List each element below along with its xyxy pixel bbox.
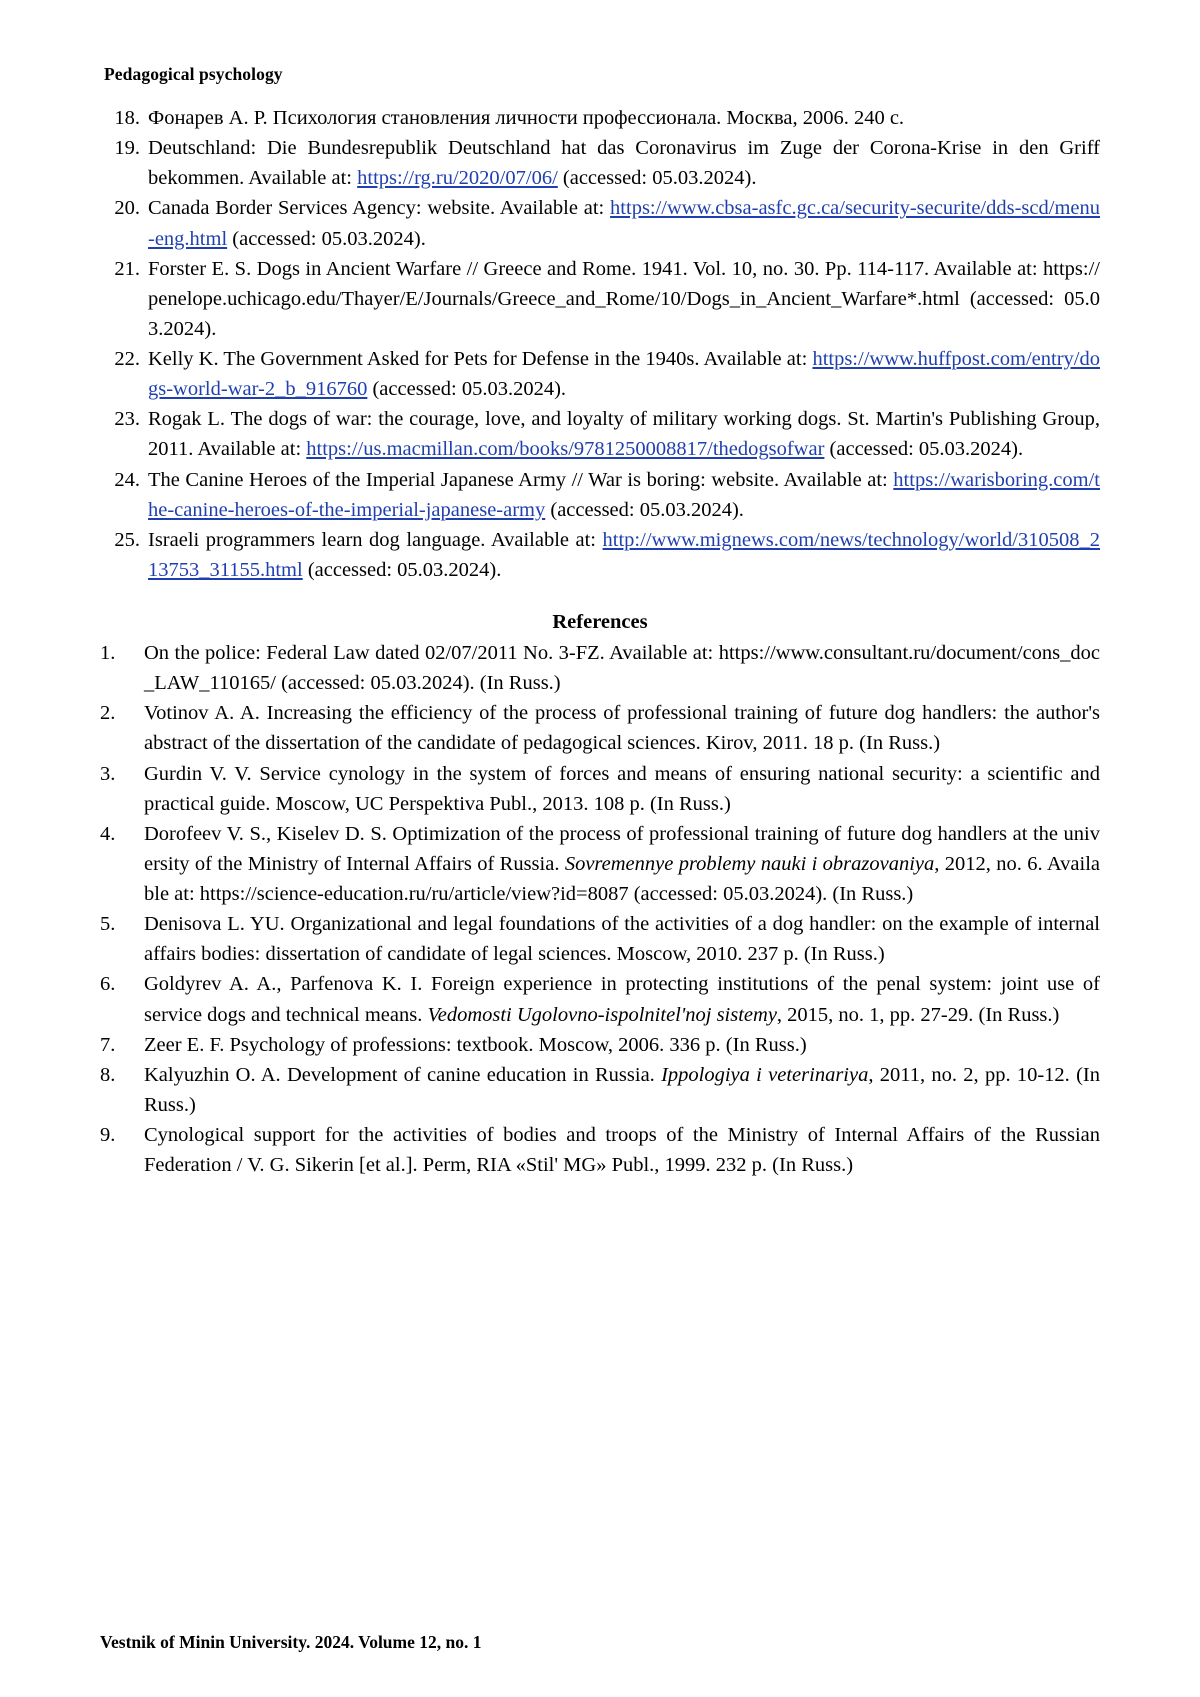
text-after-link: (accessed: 05.03.2024).	[545, 498, 744, 521]
list-item	[100, 969, 1100, 1029]
list-item-text	[144, 969, 1100, 1029]
reference-link[interactable]: http://www.mignews.com/news/technology/world/310508_213753_31155.html	[148, 528, 1100, 581]
text-before-italic: Goldyrev A. A., Parfenova K. I. Foreign experience in protecting institutions of the penal system: joint use of service dogs and technical means.	[144, 973, 1100, 1026]
section-title-references: References	[552, 611, 648, 633]
text-after-link: (accessed: 05.03.2024).	[227, 227, 426, 250]
journal-title-italic: Sovremennye problemy nauki i obrazovaniya	[564, 852, 935, 875]
list-item-number: 25.	[114, 528, 140, 551]
list-item-number: 2.	[100, 702, 116, 725]
list-item-number: 9.	[100, 1124, 116, 1146]
list-item	[100, 525, 1100, 585]
list-item	[100, 1030, 1100, 1060]
list-item-number: 8.	[100, 1063, 116, 1086]
list-item-number: 5.	[100, 913, 116, 936]
list-item	[100, 344, 1100, 404]
text-after-link: (accessed: 05.03.2024).	[557, 167, 757, 190]
list-item	[100, 133, 1100, 193]
list-item-number: 1.	[100, 642, 116, 664]
list-item-text	[148, 404, 1100, 464]
list-item-number: 18.	[114, 107, 140, 129]
reference-link[interactable]: https://rg.ru/2020/07/06/	[357, 167, 558, 190]
text-before-link: The Canine Heroes of the Imperial Japanese Army // War is boring: website. Available at:	[148, 468, 894, 491]
list-item	[100, 465, 1100, 525]
list-item	[100, 638, 1100, 698]
text-after-italic: , 2015, no. 1, pp. 27-29. (In Russ.)	[776, 1003, 1060, 1026]
bibliography-list-russian	[100, 103, 1100, 585]
running-head: Pedagogical psychology	[104, 64, 283, 84]
list-item	[100, 698, 1100, 758]
list-item-number: 24.	[114, 468, 140, 491]
text-before-link: Deutschland: Die Bundesrepublik Deutschland hat das Coronavirus im Zuge der Corona-Krise in den Griff bekommen. Available at:	[148, 137, 1100, 190]
list-item-text: Votinov A. A. Increasing the efficiency of the process of professional training of future dog handlers: the author's abstract of the dissertation of the candidate of pedagogical sciences. Kirov, 2011. 18 p. (In Russ.)	[144, 702, 1100, 755]
journal-title-italic: Vedomosti Ugolovno-ispolnitel'noj sistemy	[427, 1003, 777, 1026]
list-item-text: Фонарев А. Р. Психология становления личности профессионала. Москва, 2006. 240 с.	[148, 107, 905, 129]
list-item	[100, 1060, 1100, 1120]
text-after-italic: , 2011, no. 2, pp. 10-12. (In Russ.)	[144, 1063, 1100, 1116]
text-before-link: Kelly K. The Government Asked for Pets for Defense in the 1940s. Available at:	[148, 348, 813, 370]
list-item-number: 22.	[114, 348, 140, 370]
list-item-number: 19.	[114, 137, 140, 160]
page-footer: Vestnik of Minin University. 2024. Volume 12, no. 1	[100, 1632, 482, 1652]
list-item	[100, 404, 1100, 464]
references-list-english	[100, 638, 1100, 1180]
list-item-text: Forster E. S. Dogs in Ancient Warfare // Greece and Rome. 1941. Vol. 10, no. 30. Pp. 114-117. Available at: https://penelope.uchicago.edu/Thayer/E/Journals/Greece_and_Rome/10/Dogs_in_Ancient_Warfare*.html (accessed: 05.03.2024).	[148, 257, 1100, 340]
list-item-text: Cynological support for the activities of bodies and troops of the Ministry of Internal Affairs of the Russian Federation / V. G. Sikerin [et al.]. Perm, RIA «Stil' MG» Publ., 1999. 232 p. (In Russ.)	[144, 1124, 1100, 1177]
list-item-text	[148, 193, 1100, 253]
list-item-number: 3.	[100, 762, 116, 785]
list-item	[100, 103, 1100, 133]
list-item-number: 20.	[114, 197, 140, 220]
list-item-text	[144, 819, 1100, 909]
list-item-text	[144, 1060, 1100, 1120]
list-item-text: On the police: Federal Law dated 02/07/2011 No. 3-FZ. Available at: https://www.consultant.ru/document/cons_doc_LAW_110165/ (accessed: 05.03.2024). (In Russ.)	[144, 642, 1100, 695]
reference-link[interactable]: https://www.huffpost.com/entry/dogs-world-war-2_b_916760	[148, 348, 1100, 401]
list-item	[100, 759, 1100, 819]
text-after-italic: , 2012, no. 6. Available at: https://science-education.ru/ru/article/view?id=8087 (accessed: 05.03.2024). (In Russ.)	[144, 852, 1100, 905]
reference-link[interactable]: https://us.macmillan.com/books/9781250008817/thedogsofwar	[306, 438, 825, 461]
list-item	[100, 254, 1100, 344]
text-after-link: (accessed: 05.03.2024).	[824, 438, 1024, 461]
text-before-italic: Dorofeev V. S., Kiselev D. S. Optimization of the process of professional training of future dog handlers at the university of the Ministry of Internal Affairs of Russia.	[144, 822, 1100, 875]
list-item-number: 7.	[100, 1033, 116, 1056]
list-item-text: Gurdin V. V. Service cynology in the system of forces and means of ensuring national security: a scientific and practical guide. Moscow, UC Perspektiva Publ., 2013. 108 p. (In Russ.)	[144, 762, 1100, 815]
list-item-number: 23.	[114, 408, 140, 431]
list-item	[100, 819, 1100, 909]
text-before-link: Rogak L. The dogs of war: the courage, love, and loyalty of military working dogs. St. Martin's Publishing Group, 2011. Available at:	[148, 408, 1100, 461]
text-before-link: Canada Border Services Agency: website. Available at:	[148, 197, 611, 220]
text-before-link: Israeli programmers learn dog language. Available at:	[148, 528, 603, 551]
journal-title-italic: Ippologiya i veterinariya	[661, 1063, 869, 1086]
list-item-text	[148, 465, 1100, 525]
text-after-link: (accessed: 05.03.2024).	[302, 558, 502, 581]
list-item-text: Denisova L. YU. Organizational and legal foundations of the activities of a dog handler: on the example of internal affairs bodies: dissertation of candidate of legal sciences. Moscow, 2010. 237 p. (In Russ.)	[144, 913, 1100, 966]
list-item-text: Zeer E. F. Psychology of professions: textbook. Moscow, 2006. 336 p. (In Russ.)	[144, 1033, 807, 1056]
list-item-text	[148, 525, 1100, 585]
reference-link[interactable]: https://warisboring.com/the-canine-heroes-of-the-imperial-japanese-army	[148, 468, 1100, 521]
text-after-link: (accessed: 05.03.2024).	[367, 378, 567, 401]
reference-link[interactable]: https://www.cbsa-asfc.gc.ca/security-securite/dds-scd/menu-eng.html	[148, 197, 1100, 250]
list-item-text	[148, 344, 1100, 404]
list-item-number: 21.	[114, 257, 140, 280]
list-item	[100, 193, 1100, 253]
list-item-number: 6.	[100, 973, 116, 996]
text-before-italic: Kalyuzhin O. A. Development of canine education in Russia.	[144, 1063, 662, 1086]
list-item	[100, 909, 1100, 969]
list-item-number: 4.	[100, 822, 116, 845]
list-item-text	[148, 133, 1100, 193]
list-item	[100, 1120, 1100, 1180]
